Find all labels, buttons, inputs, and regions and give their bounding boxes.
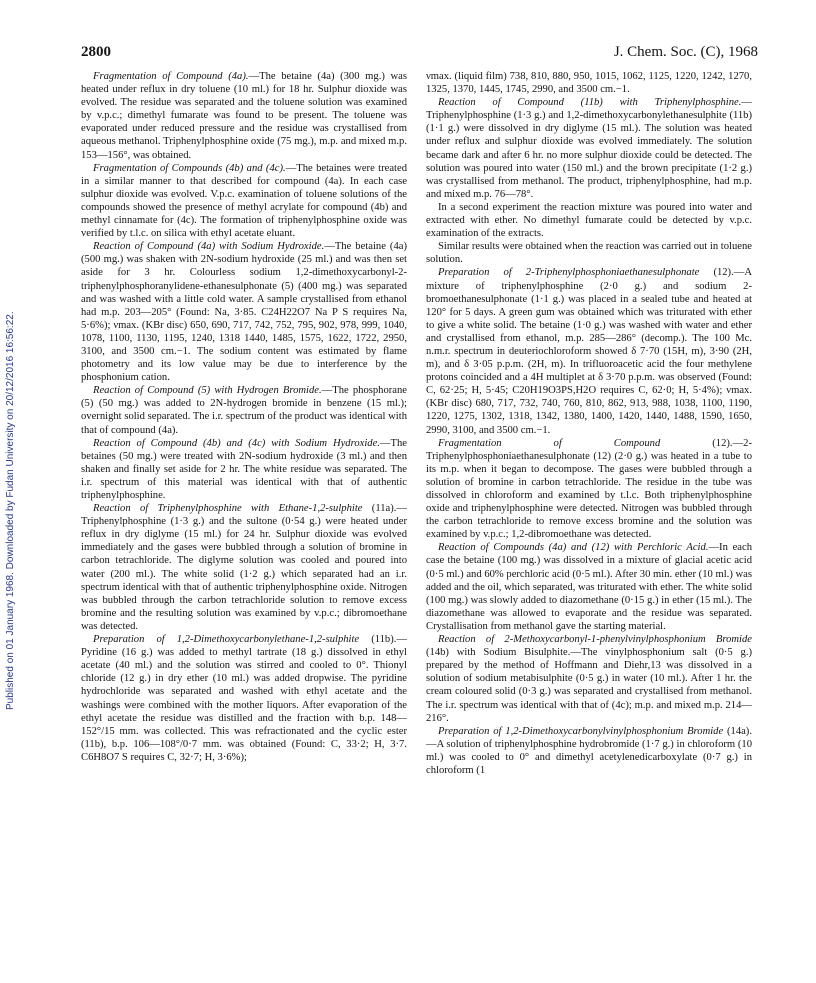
paragraph xyxy=(426,633,752,725)
running-head: J. Chem. Soc. (C), 1968 xyxy=(613,44,758,60)
paragraph-text: —The betaines (50 mg.) were treated with 2N-sodium hydroxide (3 ml.) and then shaken and finally set aside for 2 hr. The white residue was separated. The i.r. spectrum of this material was identical with that of authentic triphenylphosphine. xyxy=(81,437,407,501)
paragraph-text: (14a).—A solution of triphenylphosphine hydrobromide (1·7 g.) in chloroform (10 ml.) was cooled to 0° and dimethyl acetylenedicarboxylate (0·7 g.) in chloroform (1 xyxy=(426,725,752,776)
paragraph-text: Similar results were obtained when the reaction was carried out in toluene solution. xyxy=(426,241,752,266)
paragraph xyxy=(81,162,407,241)
paragraph-heading: Fragmentation of Compound xyxy=(438,437,661,449)
paragraph-text: (12).—2-Triphenylphosphoniaethanesulphonate (12) (2·0 g.) was heated in a tube to its m.p. when it began to decompose. The gases were bubbled through a solution of bromine in carbon tetrachloride. The residue in the tube was dissolved in chloroform and examined by t.l.c. Both triphenylphosphine oxide and triphenylphosphine were detected. Nitrogen was bubbled through the carbon tetrachloride to remove excess bromine and the solution was examined by v.p.c.; 1,2-dibromoethane was detected. xyxy=(426,437,752,541)
paragraph-text: (11b).—Pyridine (16 g.) was added to methyl tartrate (18 g.) dissolved in ethyl acetate (40 ml.) and the solution was stirred and cooled to 0°. Thionyl chloride (12 g.) in dry ether (10 ml.) was added dropwise. The pyridine hydrochloride was separated and washed with ethyl acetate and the washings were combined with the mother liquors. After evaporation of the ethyl acetate the residue was distilled and the fraction with b.p. 148—152°/15 mm. was collected. This was refractionated and the cyclic ester (11b), b.p. 106—108°/0·7 mm. was obtained (Found: C, 33·2; H, 3·7. C6H8O7 S requires C, 32·7; H, 3·6%); xyxy=(81,634,407,763)
paragraph-text: (12).—A mixture of triphenylphosphine (2·0 g.) and sodium 2-bromoethanesulphonate (1·1 g.) was placed in a sealed tube and heated at 120° for 5 days. A green gum was obtained which was triturated with ether to give a white solid. The betaine (1·0 g.) was washed with water and ether and crystallised from ethanol, m.p. 285—286° (decomp.). The 100 Mc. n.m.r. spectrum in deuteriochloroform showed δ 7·70 (15H, m), 3·90 (2H, m), and δ 3·05 p.p.m. (2H, m). In trifluoroacetic acid the four methylene protons coincided and a 4H multiplet at δ 3·70 p.p.m. was observed (Found: C, 62·25; H, 5·45; C20H19O3PS,H2O requires C, 62·0; H, 5·4%); νmax. (KBr disc) 680, 717, 732, 740, 760, 810, 862, 913, 988, 1038, 1100, 1190, 1220, 1275, 1302, 1318, 1342, 1380, 1400, 1420, 1440, 1488, 1590, 1650, 2990, 3100, and 3500 cm.−1. xyxy=(426,267,752,436)
paragraph-heading: Reaction of Compound (5) with Hydrogen Bromide. xyxy=(93,385,322,397)
page-number: 2800 xyxy=(81,44,111,60)
paragraph-heading: Reaction of Compound (11b) with Triphenylphosphine. xyxy=(438,97,742,109)
left-column xyxy=(81,70,407,764)
paragraph-heading: Preparation of 1,2-Dimethoxycarbonylvinylphosphonium Bromide xyxy=(438,725,724,737)
paragraph-text: —The betaines were treated in a similar manner to that described for compound (4a). In each case sulphur dioxide was evolved. V.p.c. examination of toluene solutions of the compounds showed the presence of methyl acrylate for compound (4b) and methyl cinnamate for (4c). The formation of triphenylphosphine oxide was verified by t.l.c. on silica with ethyl acetate eluant. xyxy=(81,162,407,240)
paragraph xyxy=(426,240,752,266)
paragraph xyxy=(426,725,752,777)
paragraph xyxy=(81,633,407,764)
paragraph xyxy=(81,502,407,633)
paragraph-text: νmax. (liquid film) 738, 810, 880, 950, 1015, 1062, 1125, 1220, 1242, 1270, 1325, 1370, 1445, 1745, 2990, and 3500 cm.−1. xyxy=(426,71,752,96)
paragraph xyxy=(426,70,752,96)
paragraph-text: —The phosphorane (5) (50 mg.) was added to 2N-hydrogen bromide in benzene (15 ml.); overnight solid separated. The i.r. spectrum of the product was identical with that of compound (4a). xyxy=(81,385,407,436)
paragraph-heading: Reaction of Compounds (4a) and (12) with Perchloric Acid. xyxy=(438,542,709,554)
paragraph xyxy=(426,541,752,633)
right-column xyxy=(426,70,752,777)
paragraph xyxy=(426,201,752,240)
paragraph-heading: Reaction of Compound (4a) with Sodium Hydroxide. xyxy=(93,241,325,253)
paragraph-text: —In each case the betaine (100 mg.) was dissolved in a mixture of glacial acetic acid (0·5 ml.) and 60% perchloric acid (0·5 ml.). After 30 min. ether (10 ml.) was added and the oil, which separated, was triturated with ether. The white solid (100 mg.) was slowly added to diazomethane (0·15 g.) in ether (15 ml.). The diazomethane was allowed to evaporate and the residue was separated. Crystallisation from methanol gave the starting material. xyxy=(426,542,752,632)
paragraph-text: —Triphenylphosphine (1·3 g.) and 1,2-dimethoxycarbonylethanesulphite (11b) (1·1 g.) were dissolved in dry diglyme (15 ml.). The solution was heated under reflux and sulphur dioxide was evolved immediately. The solution became dark and after 6 hr. no more sulphur dioxide could be detected. The solution was poured into water (150 ml.) and the brown precipitate (1·2 g.) was crystallised from methanol. The product, triphenylphosphine, had m.p. and mixed m.p. 76—78°. xyxy=(426,97,752,200)
paragraph xyxy=(81,384,407,436)
paragraph xyxy=(81,70,407,162)
paragraph xyxy=(426,437,752,542)
paragraph-text: (11a).—Triphenylphosphine (1·3 g.) and the sultone (0·54 g.) were heated under reflux in dry diglyme (15 ml.) for 24 hr. Sulphur dioxide was evolved immediately and the gases were bubbled through a solution of bromine in carbon tetrachloride. The diglyme solution was cooled and poured into water (200 ml.). The white solid (1·2 g.) which separated had an i.r. spectrum identical with that of authentic triphenylphosphine oxide. Nitrogen was bubbled through the carbon tetrachloride solution to remove excess bromine and the resulting solution was examined by v.p.c.; dibromoethane was detected. xyxy=(81,503,407,632)
paragraph-heading: Reaction of 2-Methoxycarbonyl-1-phenylvinylphosphonium Bromide xyxy=(438,634,752,646)
paragraph-text: —The betaine (4a) (300 mg.) was heated under reflux in dry toluene (10 ml.) for 18 hr. Sulphur dioxide was evolved. The residue was separated and the toluene solution was examined by v.p.c.; dimethyl fumarate was found to be present. The toluene was evaporated under reduced pressure and the residue was crystallised from aqueous methanol. Triphenylphosphine oxide (75 mg.), m.p. and mixed m.p. 153—156°, was obtained. xyxy=(81,71,407,161)
paragraph-text: —The betaine (4a) (500 mg.) was shaken with 2N-sodium hydroxide (25 ml.) and was then set aside for 3 hr. Colourless sodium 1,2-dimethoxycarbonyl-2-triphenylphosphoranylidene-ethanesulphonate (5) (400 mg.) was separated and was washed with a little cold water. A sample crystallised from ethanol had m.p. 203—205° (Found: Na, 3·85. C24H22O7 Na P S requires Na, 5·6%); νmax. (KBr disc) 650, 690, 717, 742, 752, 795, 902, 978, 999, 1040, 1078, 1100, 1130, 1195, 1240, 1318 1440, 1485, 1575, 1622, 1722, 2950, 3100, and 3500 cm.−1. The sodium content was estimated by flame photometry and its low value may be due to interference by the phosphonium cation. xyxy=(81,241,407,384)
paragraph xyxy=(426,96,752,201)
paragraph-heading: Reaction of Compound (4b) and (4c) with Sodium Hydroxide. xyxy=(93,437,380,449)
paragraph-heading: Fragmentation of Compound (4a). xyxy=(93,71,249,82)
paragraph-heading: Fragmentation of Compounds (4b) and (4c). xyxy=(93,162,286,174)
paragraph-text: In a second experiment the reaction mixture was poured into water and extracted with ether. No dimethyl fumarate could be detected by v.p.c. examination of the extracts. xyxy=(426,201,752,240)
side-note-text: Published on 01 January 1968. Downloaded by Fudan University on 20/12/2016 16:56:22. xyxy=(5,311,16,710)
paragraph-heading: Preparation of 2-Triphenylphosphoniaethanesulphonate xyxy=(438,267,700,279)
publication-side-note xyxy=(3,150,21,850)
paragraph-heading: Preparation of 1,2-Dimethoxycarbonylethane-1,2-sulphite xyxy=(93,634,360,646)
paragraph xyxy=(426,266,752,436)
paragraph xyxy=(81,437,407,502)
paragraph xyxy=(81,240,407,384)
paragraph-text: (14b) with Sodium Bisulphite.—The vinylphosphonium salt (0·5 g.) prepared by the method of Hoffmann and Diehr,13 was dissolved in a solution of sodium metabisulphite (0·5 g.) in water (10 ml.). After 1 hr. the cream coloured solid (0·3 g.) was separated and crystallised from methanol. The i.r. spectrum was identical with that of (4c); m.p. and mixed m.p. 214—216°. xyxy=(426,647,752,724)
paragraph-heading: Reaction of Triphenylphosphine with Ethane-1,2-sulphite xyxy=(93,503,363,515)
